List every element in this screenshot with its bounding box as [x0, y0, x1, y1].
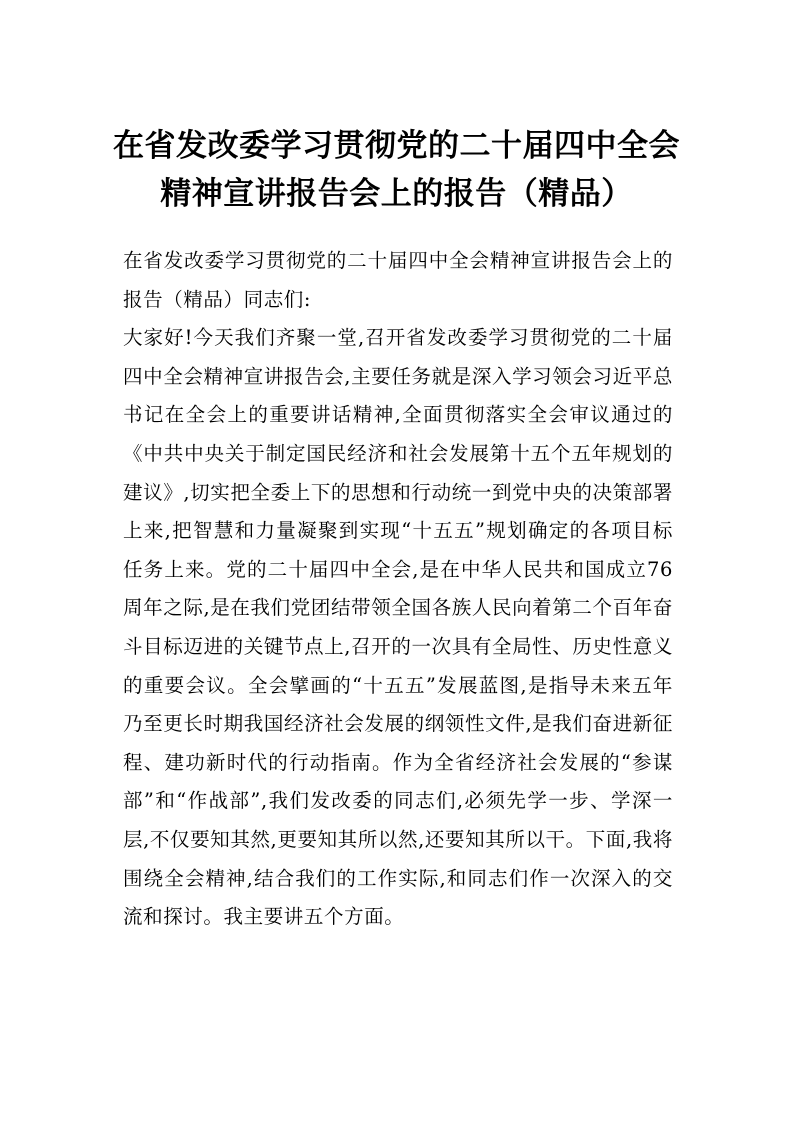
paragraph-greeting: 在省发改委学习贯彻党的二十届四中全会精神宣讲报告会上的报告（精品）同志们: — [123, 249, 673, 311]
title-line-1: 在省发改委学习贯彻党的二十届四中全会 — [113, 128, 680, 164]
document-body — [123, 242, 673, 937]
title-line-2: 精神宣讲报告会上的报告（精品） — [160, 176, 633, 212]
document-title — [70, 122, 723, 218]
paragraph-main: 大家好!今天我们齐聚一堂,召开省发改委学习贯彻党的二十届四中全会精神宣讲报告会,主要任务就是深入学习领会习近平总书记在全会上的重要讲话精神,全面贯彻落实全会审议通过的《中共中央关于制定国民经济和社会发展第十五个五年规划的建议》,切实把全委上下的思想和行动统一到党中央的决策部署上来,把智慧和力量凝聚到实现“十五五”规划确定的各项目标任务上来。党的二十届四中全会,是在中华人民共和国成立76周年之际,是在我们党团结带领全国各族人民向着第二个百年奋斗目标迈进的关键节点上,召开的一次具有全局性、历史性意义的重要会议。全会擘画的“十五五”发展蓝图,是指导未来五年乃至更长时期我国经济社会发展的纲领性文件,是我们奋进新征程、建功新时代的行动指南。作为全省经济社会发展的“参谋部”和“作战部”,我们发改委的同志们,必须先学一步、学深一层,不仅要知其然,更要知其所以然,还要知其所以干。下面,我将围绕全会精神,结合我们的工作实际,和同志们作一次深入的交流和探讨。我主要讲五个方面。 — [123, 326, 673, 929]
